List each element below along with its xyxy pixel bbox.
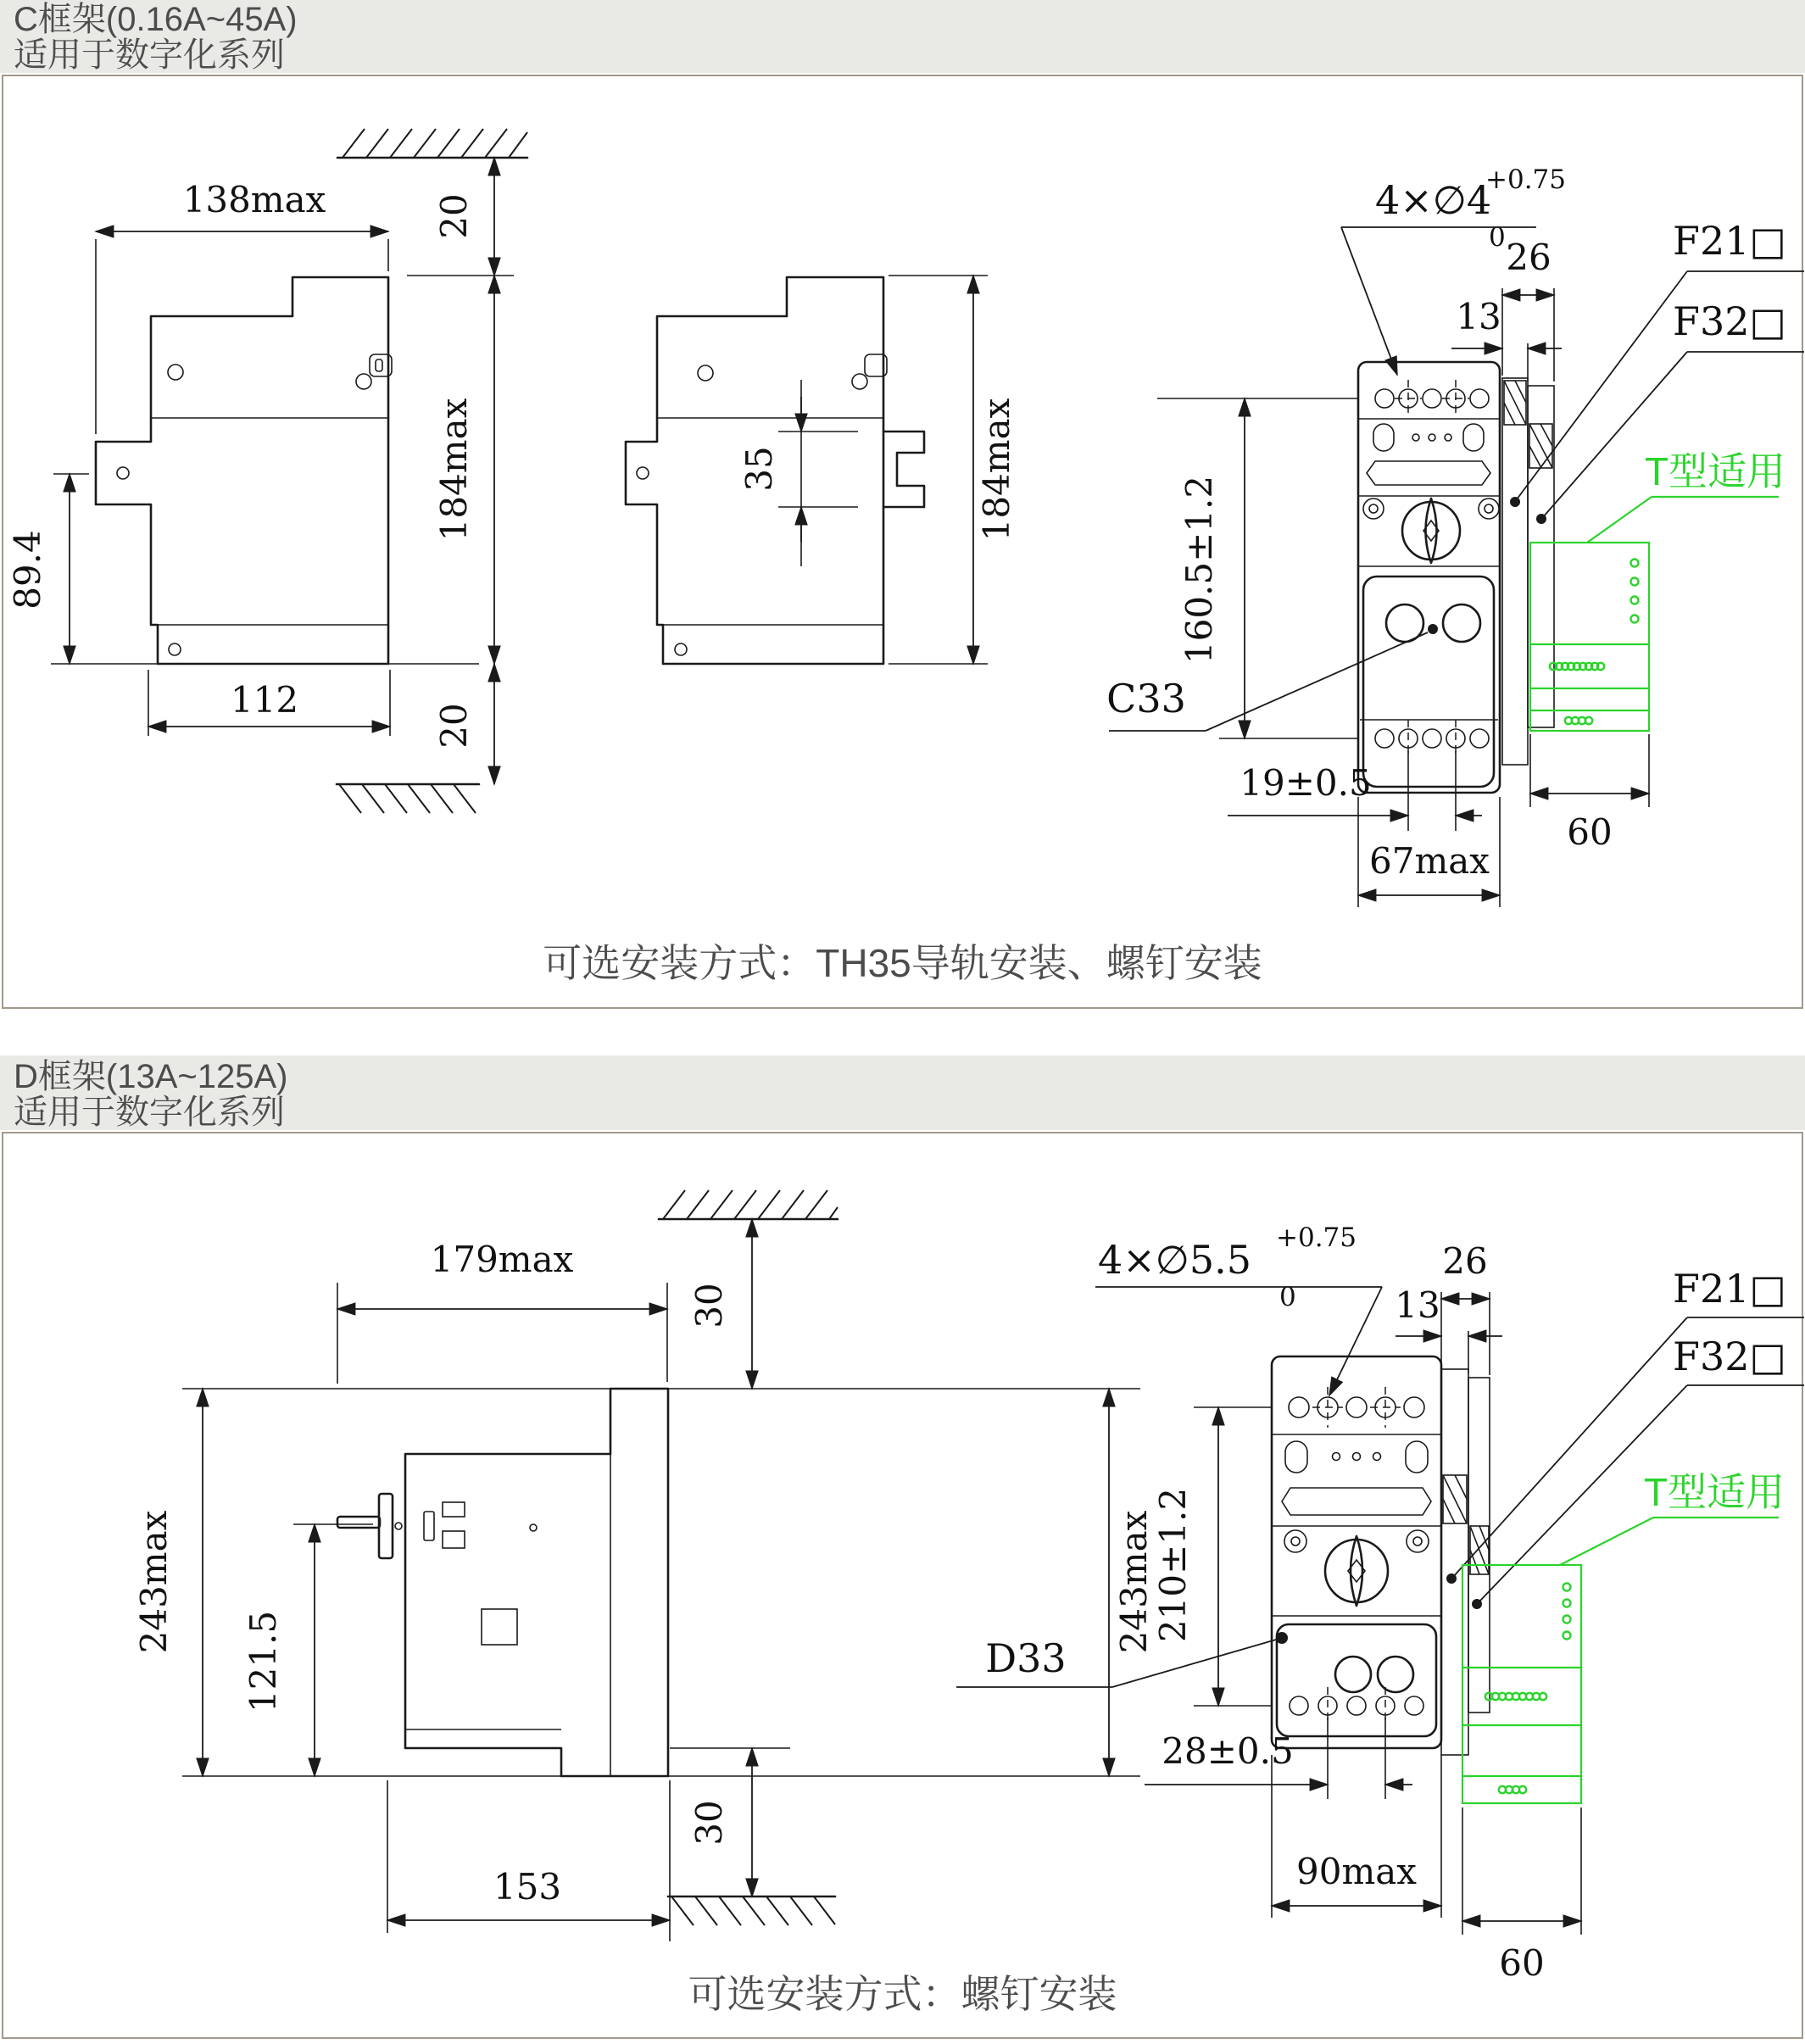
dim-13 (1395, 1284, 1502, 1373)
hole-note-sub: 0 (1489, 222, 1506, 253)
accessory-strips (1441, 1369, 1490, 1755)
top-terminals (1358, 380, 1500, 451)
dim-160-5: 160.5±1.2 (1178, 475, 1220, 665)
din-rail-profile (883, 432, 924, 507)
section-c-subtitle: 适用于数字化系列 (14, 36, 285, 74)
top-terminals (1272, 1387, 1441, 1473)
dim-30-bottom: 30 (688, 1800, 730, 1846)
dim-60-text: 60 (1499, 1942, 1545, 1984)
dim-width-bottom (387, 1780, 670, 1941)
wall-hatch-bottom-icon (337, 784, 479, 813)
dim-89-4: 89.4 (7, 530, 48, 610)
dim-90max: 90max (1296, 1851, 1417, 1892)
f21-dot (1510, 497, 1520, 507)
dim-26-text: 26 (1506, 237, 1552, 278)
wall-hatch-top-icon (337, 129, 527, 158)
dim-mid-height (242, 1524, 373, 1776)
dim-20-bottom: 20 (433, 703, 475, 749)
dim-243max-right: 243max (1113, 1510, 1155, 1654)
dim-67max: 67max (1369, 840, 1490, 882)
c-side-view-rail-mount (626, 276, 1017, 664)
f21-callout (1446, 1266, 1804, 1584)
dim-height-a (433, 276, 494, 664)
dim-pitch-19 (1228, 751, 1482, 831)
wall-hatch-bottom-icon (668, 1896, 835, 1925)
dim-13-text: 13 (1456, 296, 1501, 337)
section-c-title: C框架(0.16A~45A) (14, 1, 298, 38)
dim-gap-top (407, 158, 514, 276)
dim-243max-left: 243max (133, 1510, 175, 1654)
dim-13-text: 13 (1395, 1284, 1440, 1326)
nameplate (1282, 1488, 1431, 1515)
section-c-caption: 可选安装方式：TH35导轨安装、螺钉安装 (543, 941, 1262, 985)
dim-height-front (1157, 398, 1358, 738)
dim-gap-bottom (670, 1748, 790, 1896)
dim-width-front (1272, 1755, 1441, 1918)
dim-35: 35 (738, 446, 780, 492)
dim-width-top (96, 179, 388, 434)
dim-left-height (7, 474, 89, 664)
lower-cover (1276, 1624, 1436, 1736)
f32-label: F32□ (1673, 1334, 1786, 1379)
c33-label: C33 (1106, 676, 1186, 721)
dim-26 (1441, 1240, 1490, 1375)
dim-184max-a: 184max (433, 398, 475, 542)
dim-210: 210±1.2 (1152, 1487, 1194, 1643)
dim-112: 112 (230, 679, 299, 721)
dim-26-text: 26 (1442, 1240, 1488, 1282)
section-d-title: D框架(13A~125A) (14, 1058, 288, 1095)
lower-cover (1360, 576, 1498, 787)
dim-60 (1462, 1807, 1581, 1984)
c33-target-dot (1428, 624, 1438, 634)
dim-28-text: 28±0.5 (1162, 1730, 1294, 1772)
f21-label: F21□ (1673, 218, 1786, 264)
nameplate (1367, 461, 1490, 485)
hole-note-sup: +0.75 (1485, 164, 1566, 195)
t-type-callout (1560, 1470, 1785, 1565)
dim-gap-bottom (433, 664, 494, 784)
d-front-view (956, 1223, 1804, 1984)
dim-height-front (1152, 1407, 1272, 1706)
dim-width-bottom (148, 670, 390, 736)
hole-note-text: 4×∅4 (1375, 177, 1492, 223)
rotary-handle (1272, 1526, 1441, 1616)
t-type-callout (1587, 449, 1786, 543)
dim-138max: 138max (182, 179, 326, 220)
hole-note-text: 4×∅5.5 (1098, 1237, 1252, 1283)
dim-179max: 179max (430, 1239, 574, 1280)
dim-height-b (889, 276, 1017, 664)
f21-dot (1446, 1573, 1457, 1584)
breaker-side-outline (337, 1389, 668, 1776)
hole-note-sub: 0 (1279, 1282, 1296, 1312)
dim-width-top (337, 1239, 667, 1384)
dim-121-5: 121.5 (242, 1610, 284, 1713)
breaker-side-outline (96, 277, 392, 664)
t-type-label: T型适用 (1643, 1470, 1786, 1514)
dim-184max-b: 184max (976, 398, 1017, 542)
dim-rail-35 (738, 380, 858, 566)
t-type-label: T型适用 (1644, 449, 1786, 493)
dim-13 (1451, 296, 1562, 382)
f32-label: F32□ (1673, 298, 1786, 344)
f32-dot (1472, 1599, 1482, 1609)
dim-gap-top (688, 1219, 752, 1389)
c-front-view (1106, 164, 1804, 907)
wall-hatch-top-icon (659, 1190, 838, 1219)
dim-pitch-28 (1145, 1718, 1412, 1799)
hole-callout (1095, 1223, 1382, 1395)
dim-height-right (1109, 1389, 1155, 1776)
dim-width-front (1358, 797, 1500, 907)
dim-height-left (133, 1389, 203, 1776)
section-d-caption: 可选安装方式：螺钉安装 (688, 1972, 1117, 2016)
dim-20-top: 20 (433, 193, 475, 239)
c33-callout (1106, 632, 1428, 731)
d33-label: D33 (985, 1635, 1067, 1681)
dim-60-text: 60 (1567, 811, 1613, 853)
hole-note-sup: +0.75 (1276, 1223, 1357, 1253)
dim-30-top: 30 (688, 1283, 730, 1328)
f32-dot (1536, 514, 1546, 524)
c-side-view-screw-mount (7, 129, 527, 813)
t-type-accessory (1530, 543, 1649, 731)
dim-19-text: 19±0.5 (1240, 762, 1372, 804)
dim-153: 153 (493, 1866, 562, 1908)
section-d-subtitle: 适用于数字化系列 (14, 1094, 285, 1131)
accessory-strips (1502, 378, 1554, 765)
dim-60 (1530, 734, 1649, 853)
rotary-handle (1358, 496, 1500, 566)
d-side-view (133, 1190, 1155, 1941)
f21-label: F21□ (1673, 1266, 1786, 1312)
